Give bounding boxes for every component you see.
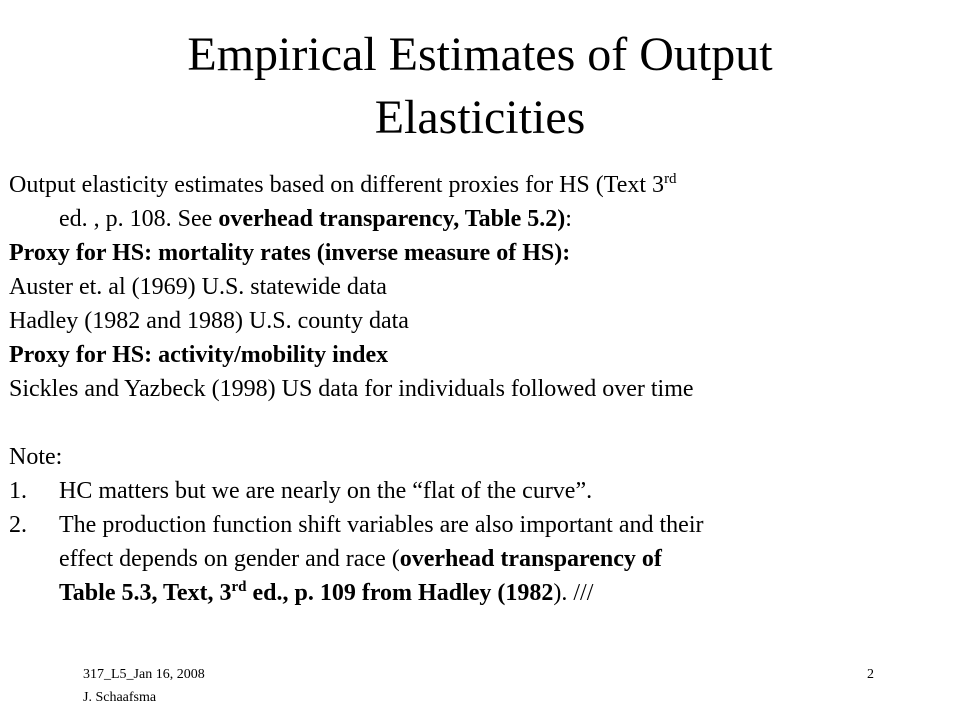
note-item-1 [9, 474, 954, 508]
note-label: Note: [9, 444, 63, 470]
note-superscript: rd [231, 579, 247, 595]
intro-bold-reference: overhead transparency, Table 5.2) [218, 206, 566, 232]
footer-lecture-id: 317_L5_Jan 16, 2008 [83, 667, 205, 682]
proxy2-item: Sickles and Yazbeck (1998) US data for individuals followed over time [9, 376, 694, 402]
intro-text: Output elasticity estimates based on different proxies for HS (Text 3 [9, 172, 665, 198]
intro-superscript: rd [664, 171, 677, 187]
intro-line-2 [9, 202, 954, 236]
note-item-2-line-2: effect depends on gender and race (overhead transparency of [59, 546, 662, 572]
note-item-2-line-3: Table 5.3, Text, 3rd ed., p. 109 from Hadley (1982). /// [59, 579, 594, 606]
proxy1-heading: Proxy for HS: mortality rates (inverse measure of HS): [9, 240, 571, 266]
note-item-2 [9, 508, 954, 542]
note-item-2-bold: overhead transparency of [399, 546, 662, 572]
intro-colon: : [565, 206, 572, 232]
blank-line [9, 406, 954, 440]
slide-title-line-2: Elasticities [374, 91, 586, 144]
intro-text-2: ed. , p. 108. See [59, 206, 219, 232]
slide-body [9, 168, 954, 610]
note-item-2-text: The production function shift variables are also important and their [59, 512, 704, 538]
intro-line-1 [9, 168, 954, 202]
proxy1-item: Auster et. al (1969) U.S. statewide data [9, 274, 387, 300]
footer-author: J. Schaafsma [83, 690, 157, 705]
proxy1-item: Hadley (1982 and 1988) U.S. county data [9, 308, 409, 334]
slide-title-line-1: Empirical Estimates of Output [187, 28, 773, 81]
list-number: 2. [9, 512, 27, 538]
note-item-1-text: HC matters but we are nearly on the “flat of the curve”. [59, 478, 593, 504]
page-number: 2 [867, 667, 874, 682]
proxy2-heading: Proxy for HS: activity/mobility index [9, 342, 389, 368]
list-number: 1. [9, 478, 27, 504]
